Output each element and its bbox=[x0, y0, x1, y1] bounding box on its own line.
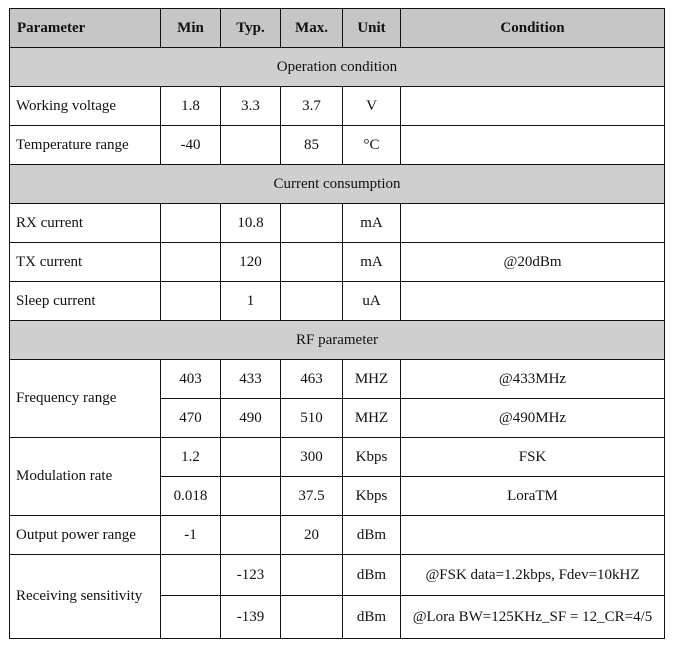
typ-cell: 10.8 bbox=[221, 204, 281, 243]
param-cell: TX current bbox=[10, 243, 161, 282]
typ-cell bbox=[221, 438, 281, 477]
min-cell bbox=[161, 204, 221, 243]
typ-cell: 120 bbox=[221, 243, 281, 282]
unit-cell: mA bbox=[343, 243, 401, 282]
condition-cell: @433MHz bbox=[401, 360, 665, 399]
condition-cell bbox=[401, 126, 665, 165]
max-cell: 510 bbox=[281, 399, 343, 438]
condition-cell: @490MHz bbox=[401, 399, 665, 438]
unit-cell: dBm bbox=[343, 516, 401, 555]
max-cell: 463 bbox=[281, 360, 343, 399]
header-parameter: Parameter bbox=[10, 9, 161, 48]
max-cell: 37.5 bbox=[281, 477, 343, 516]
min-cell: 470 bbox=[161, 399, 221, 438]
table-row bbox=[10, 516, 665, 555]
header-row bbox=[10, 9, 665, 48]
condition-cell bbox=[401, 282, 665, 321]
table-row bbox=[10, 204, 665, 243]
param-cell: Modulation rate bbox=[10, 438, 161, 516]
unit-cell: Kbps bbox=[343, 438, 401, 477]
condition-cell: LoraTM bbox=[401, 477, 665, 516]
section-title-current-consumption: Current consumption bbox=[10, 165, 665, 204]
typ-cell: 433 bbox=[221, 360, 281, 399]
header-typ: Typ. bbox=[221, 9, 281, 48]
unit-cell: dBm bbox=[343, 555, 401, 596]
max-cell bbox=[281, 204, 343, 243]
table-row bbox=[10, 87, 665, 126]
param-cell: Receiving sensitivity bbox=[10, 555, 161, 639]
unit-cell: V bbox=[343, 87, 401, 126]
condition-cell: @FSK data=1.2kbps, Fdev=10kHZ bbox=[401, 555, 665, 596]
typ-cell: -139 bbox=[221, 596, 281, 639]
min-cell: 1.8 bbox=[161, 87, 221, 126]
max-cell: 300 bbox=[281, 438, 343, 477]
typ-cell: 3.3 bbox=[221, 87, 281, 126]
min-cell bbox=[161, 596, 221, 639]
min-cell bbox=[161, 282, 221, 321]
table-row bbox=[10, 555, 665, 596]
min-cell: -1 bbox=[161, 516, 221, 555]
unit-cell: MHZ bbox=[343, 360, 401, 399]
section-row bbox=[10, 165, 665, 204]
unit-cell: °C bbox=[343, 126, 401, 165]
min-cell: 403 bbox=[161, 360, 221, 399]
unit-cell: dBm bbox=[343, 596, 401, 639]
min-cell: 0.018 bbox=[161, 477, 221, 516]
table-row bbox=[10, 360, 665, 399]
max-cell: 3.7 bbox=[281, 87, 343, 126]
unit-cell: Kbps bbox=[343, 477, 401, 516]
max-cell: 85 bbox=[281, 126, 343, 165]
condition-cell: @20dBm bbox=[401, 243, 665, 282]
section-row bbox=[10, 321, 665, 360]
spec-table bbox=[9, 8, 665, 639]
param-cell: RX current bbox=[10, 204, 161, 243]
header-unit: Unit bbox=[343, 9, 401, 48]
table-row bbox=[10, 126, 665, 165]
typ-cell: 490 bbox=[221, 399, 281, 438]
condition-cell bbox=[401, 204, 665, 243]
min-cell bbox=[161, 243, 221, 282]
max-cell bbox=[281, 243, 343, 282]
typ-cell bbox=[221, 516, 281, 555]
param-cell: Frequency range bbox=[10, 360, 161, 438]
table-row bbox=[10, 438, 665, 477]
condition-cell: FSK bbox=[401, 438, 665, 477]
max-cell: 20 bbox=[281, 516, 343, 555]
typ-cell: 1 bbox=[221, 282, 281, 321]
param-cell: Output power range bbox=[10, 516, 161, 555]
unit-cell: mA bbox=[343, 204, 401, 243]
condition-cell: @Lora BW=125KHz_SF = 12_CR=4/5 bbox=[401, 596, 665, 639]
unit-cell: uA bbox=[343, 282, 401, 321]
min-cell: 1.2 bbox=[161, 438, 221, 477]
min-cell bbox=[161, 555, 221, 596]
header-max: Max. bbox=[281, 9, 343, 48]
max-cell bbox=[281, 555, 343, 596]
max-cell bbox=[281, 596, 343, 639]
section-row bbox=[10, 48, 665, 87]
typ-cell bbox=[221, 126, 281, 165]
header-min: Min bbox=[161, 9, 221, 48]
table-row bbox=[10, 282, 665, 321]
typ-cell bbox=[221, 477, 281, 516]
section-title-rf-parameter: RF parameter bbox=[10, 321, 665, 360]
param-cell: Working voltage bbox=[10, 87, 161, 126]
condition-cell bbox=[401, 516, 665, 555]
typ-cell: -123 bbox=[221, 555, 281, 596]
min-cell: -40 bbox=[161, 126, 221, 165]
table-row bbox=[10, 243, 665, 282]
header-condition: Condition bbox=[401, 9, 665, 48]
max-cell bbox=[281, 282, 343, 321]
param-cell: Temperature range bbox=[10, 126, 161, 165]
param-cell: Sleep current bbox=[10, 282, 161, 321]
unit-cell: MHZ bbox=[343, 399, 401, 438]
section-title-operation-condition: Operation condition bbox=[10, 48, 665, 87]
condition-cell bbox=[401, 87, 665, 126]
